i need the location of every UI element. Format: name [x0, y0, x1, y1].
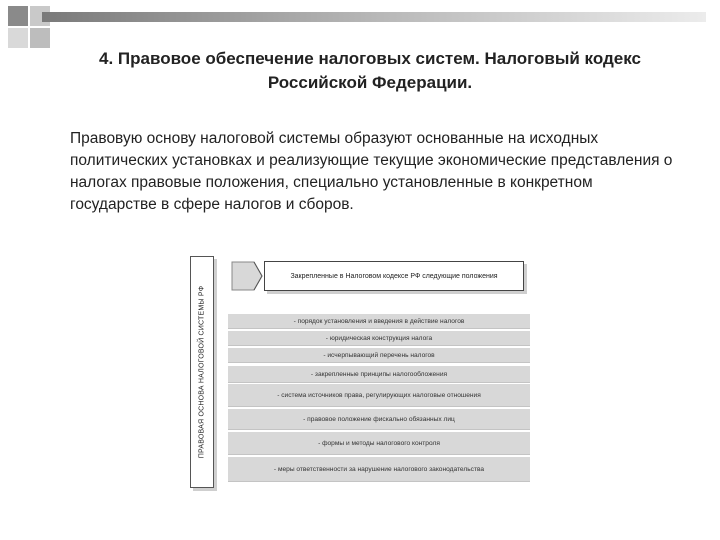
provision-item: - формы и методы налогового контроля — [228, 432, 530, 455]
main-provisions-text: Закрепленные в Налоговом кодексе РФ следующие положения — [290, 272, 498, 280]
slide-title: 4. Правовое обеспечение налоговых систем. Налоговый кодекс Российской Федерации. — [99, 49, 641, 92]
provision-item: - порядок установления и введения в действие налогов — [228, 314, 530, 329]
legal-basis-scheme — [190, 256, 545, 496]
slide-paragraph: Правовую основу налоговой системы образуют основанные на исходных политических установках и реализующие текущие экономические представления о налогах правовые положения, специально установленные в конкретном государстве в сфере налогов и сборов. — [70, 130, 673, 213]
provision-item: - исчерпывающий перечень налогов — [228, 348, 530, 363]
provision-item: - юридическая конструкция налога — [228, 331, 530, 346]
header-gradient-bar — [42, 12, 706, 22]
right-arrow-icon — [228, 256, 268, 296]
provision-item: - закрепленные принципы налогообложения — [228, 366, 530, 383]
corner-square-mid — [30, 28, 50, 48]
vertical-label: ПРАВОВАЯ ОСНОВА НАЛОГОВОЙ СИСТЕМЫ РФ — [198, 285, 206, 459]
corner-square-dark — [8, 6, 28, 26]
corner-square-lighter — [8, 28, 28, 48]
vertical-label-box — [190, 256, 214, 488]
provision-item: - меры ответственности за нарушение налогового законодательства — [228, 457, 530, 482]
provision-item: - правовое положение фискально обязанных лиц — [228, 409, 530, 430]
provision-item: - система источников права, регулирующих налоговые отношения — [228, 384, 530, 407]
main-provisions-box — [264, 261, 524, 291]
